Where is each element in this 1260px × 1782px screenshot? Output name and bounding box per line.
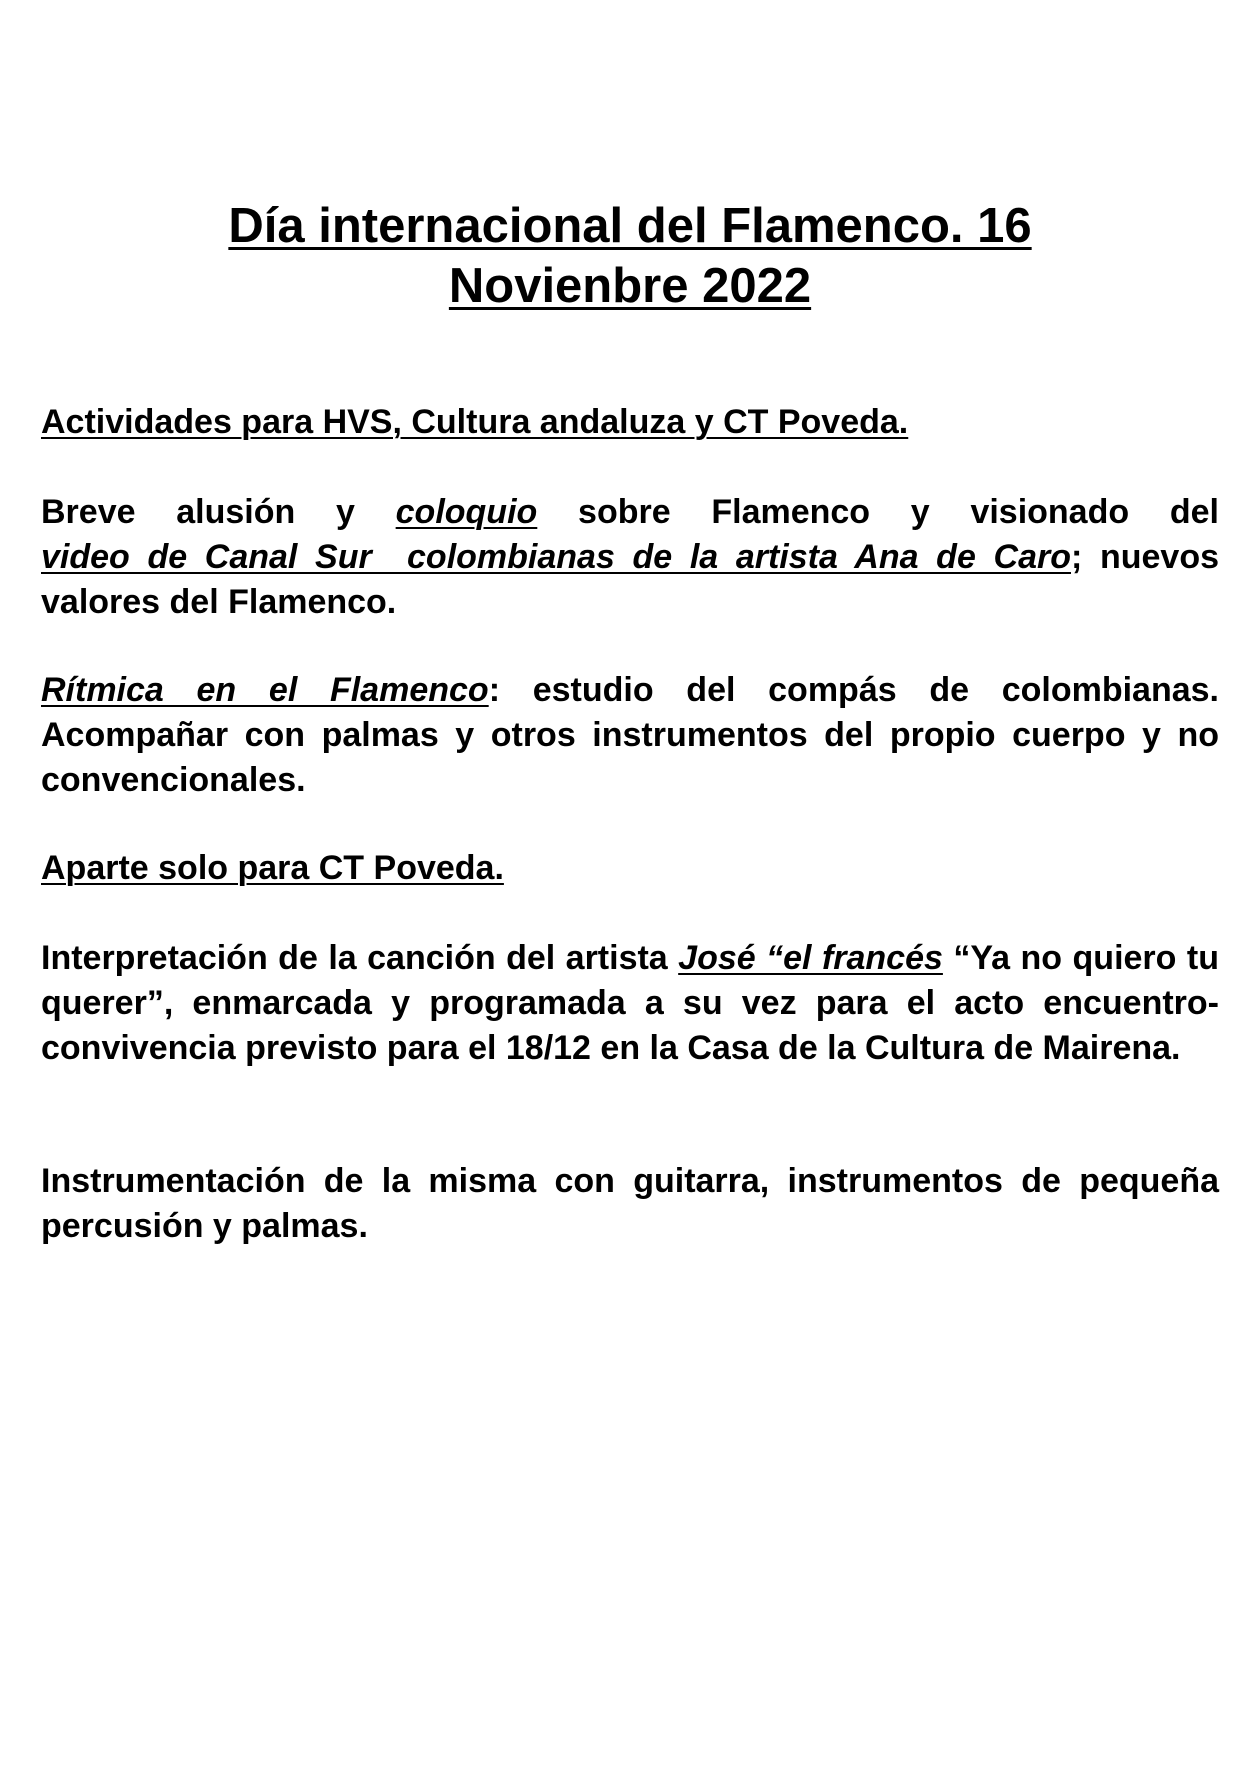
- paragraph-coloquio: [41, 490, 1219, 625]
- paragraph-text: : estudio del compás de colombianas. Acompañar con palmas y otros instrumentos del propio cuerpo y no convencionales.: [41, 671, 1220, 799]
- page-title: [80, 196, 1180, 316]
- title-line-1: Día internacional del Flamenco. 16: [228, 199, 1032, 253]
- section-heading-activities-text: Actividades para HVS, Cultura andaluza y CT Poveda.: [41, 403, 909, 441]
- video-canal-sur-link[interactable]: video de Canal Sur colombianas de la artista Ana de Caro: [41, 538, 1071, 576]
- paragraph-text: Breve alusión y: [41, 493, 396, 531]
- paragraph-text: “Ya no quiero tu querer”, enmarcada y programada a su vez para el acto encuentro-convivencia previsto para el 18/12 en la Casa de la Cultura de Mairena.: [41, 939, 1219, 1067]
- section-heading-ct-poveda: [41, 846, 1219, 891]
- paragraph-text: Interpretación de la canción del artista: [41, 939, 679, 977]
- title-line-2: Novienbre 2022: [448, 259, 812, 313]
- paragraph-text: ; nuevos valores del Flamenco.: [41, 538, 1219, 621]
- paragraph-ritmica: [41, 668, 1219, 803]
- coloquio-link[interactable]: coloquio: [395, 493, 538, 531]
- paragraph-text: sobre Flamenco y visionado del: [537, 493, 1219, 531]
- jose-el-frances-link[interactable]: José “el francés: [678, 939, 943, 977]
- section-heading-ct-poveda-text: Aparte solo para CT Poveda.: [41, 849, 504, 887]
- paragraph-text: Instrumentación de la misma con guitarra, instrumentos de pequeña percusión y palmas.: [41, 1162, 1219, 1245]
- paragraph-interpretacion: [41, 936, 1219, 1071]
- ritmica-link[interactable]: Rítmica en el Flamenco: [41, 671, 489, 709]
- section-heading-activities: [41, 400, 1219, 445]
- paragraph-instrumentacion: [41, 1159, 1219, 1249]
